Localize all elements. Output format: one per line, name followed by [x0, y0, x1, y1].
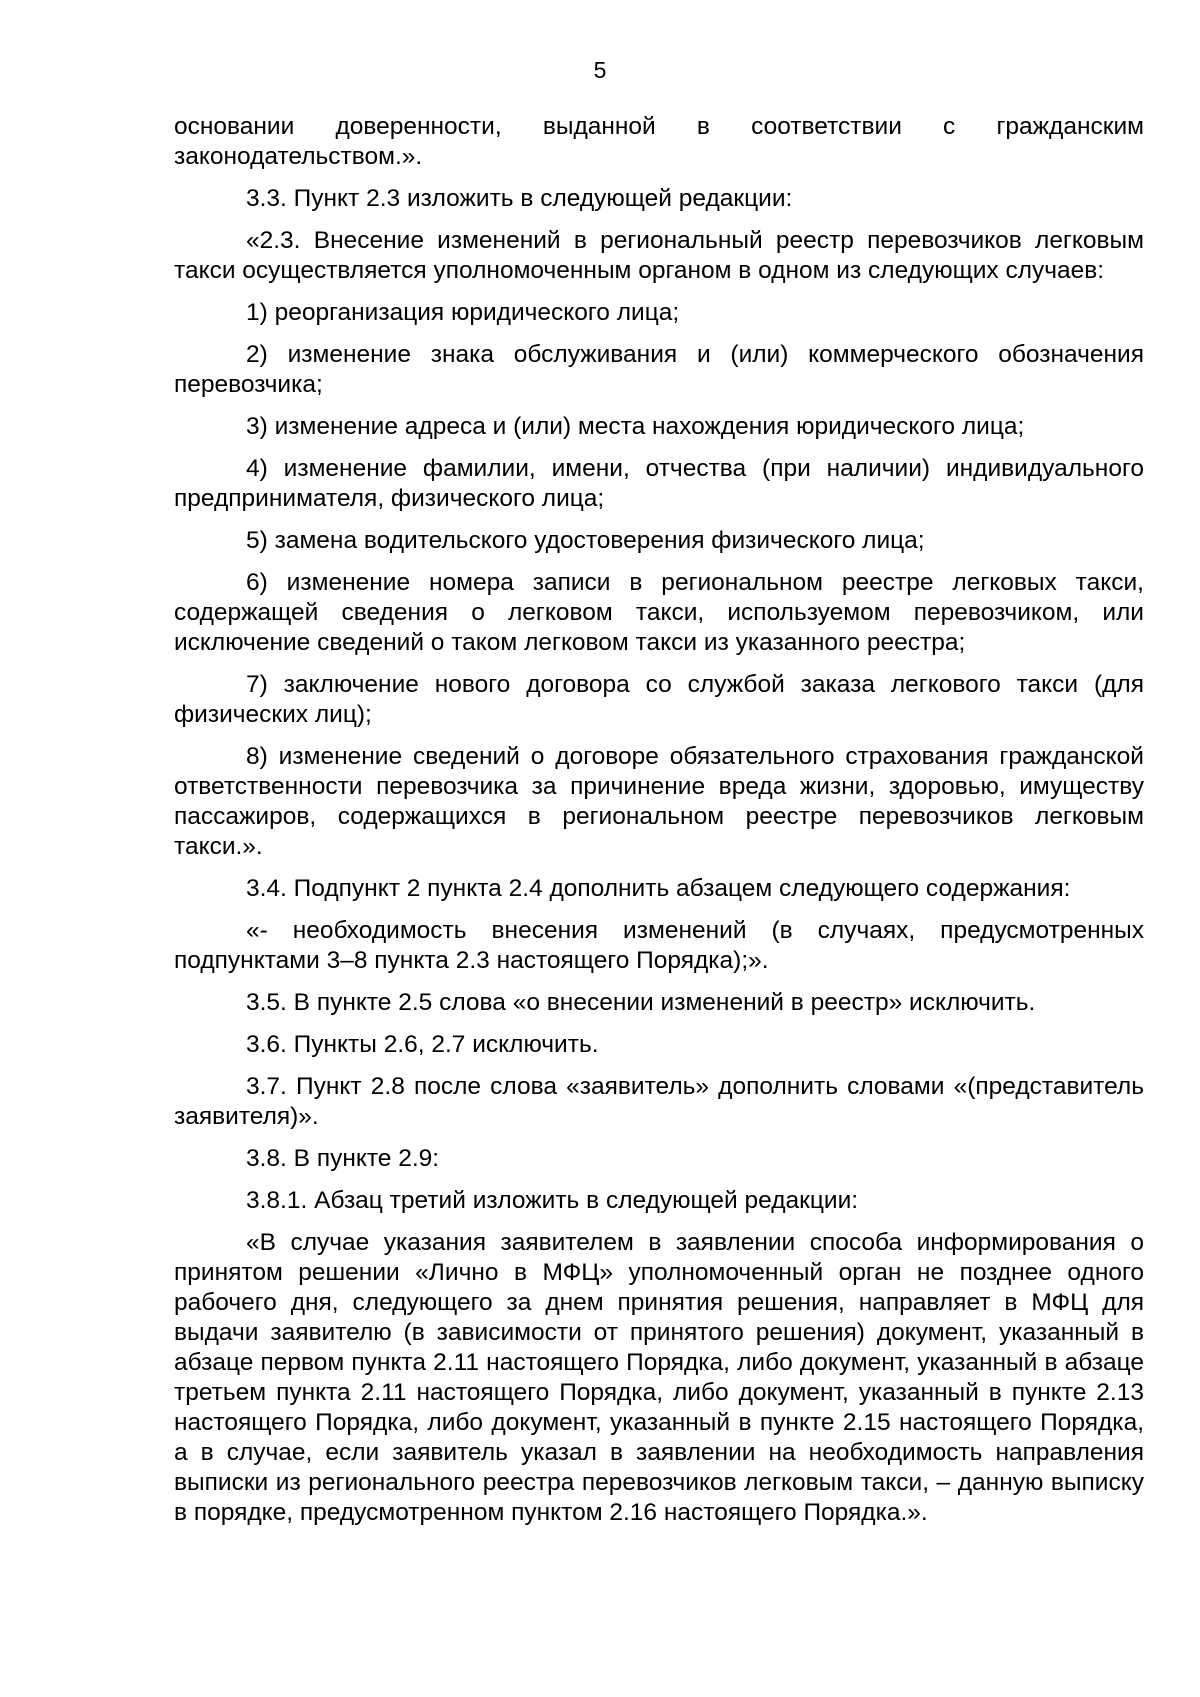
paragraph-3-8-1: 3.8.1. Абзац третий изложить в следующей редакции: [246, 1187, 859, 1214]
list-item-8: 8) изменение сведений о договоре обязательного страхования гражданской ответственности перевозчика за причинение вреда жизни, здоровью, имуществу пассажиров, содержащихся в региональном реестре перевозчиков легковым такси.». [174, 743, 1144, 860]
paragraph-3-8: 3.8. В пункте 2.9: [246, 1145, 440, 1172]
page-number: 5 [593, 57, 607, 83]
paragraph-3-6: 3.6. Пункты 2.6, 2.7 исключить. [246, 1031, 599, 1058]
paragraph-3-4-quote: «- необходимость внесения изменений (в случаях, предусмотренных подпунктами 3–8 пункта 2.3 настоящего Порядка);». [174, 917, 1144, 974]
paragraph-3-5: 3.5. В пункте 2.5 слова «о внесении изменений в реестр» исключить. [246, 989, 1036, 1016]
paragraph-2-3-quote: «2.3. Внесение изменений в региональный реестр перевозчиков легковым такси осуществляется уполномоченным органом в одном из следующих случаев: [174, 227, 1144, 284]
list-item-5: 5) замена водительского удостоверения физического лица; [246, 527, 925, 554]
paragraph-3-3: 3.3. Пункт 2.3 изложить в следующей редакции: [246, 185, 793, 212]
paragraph-3-4: 3.4. Подпункт 2 пункта 2.4 дополнить абзацем следующего содержания: [246, 875, 1071, 902]
paragraph-3-8-1-quote: «В случае указания заявителем в заявлении способа информирования о принятом решении «Лично в МФЦ» уполномоченный орган не позднее одного рабочего дня, следующего за днем принятия решения, направляет в МФЦ для выдачи заявителю (в зависимости от принятого решения) документ, указанный в абзаце первом пункта 2.11 настоящего Порядка, либо документ, указанный в абзаце третьем пункта 2.11 настоящего Порядка, либо документ, указанный в пункте 2.13 настоящего Порядка, либо документ, указанный в пункте 2.15 настоящего Порядка, а в случае, если заявитель указал в заявлении на необходимость направления выписки из регионального реестра перевозчиков легковым такси, – данную выписку в порядке, предусмотренном пунктом 2.16 настоящего Порядка.». [174, 1229, 1144, 1526]
document-body [174, 112, 1144, 1540]
list-item-2: 2) изменение знака обслуживания и (или) коммерческого обозначения перевозчика; [174, 341, 1144, 398]
list-item-6: 6) изменение номера записи в региональном реестре легковых такси, содержащей сведения о легковом такси, используемом перевозчиком, или исключение сведений о таком легковом такси из указанного реестра; [174, 569, 1144, 656]
list-item-7: 7) заключение нового договора со службой заказа легкового такси (для физических лиц); [174, 671, 1144, 728]
paragraph-3-7: 3.7. Пункт 2.8 после слова «заявитель» дополнить словами «(представитель заявителя)». [174, 1073, 1144, 1130]
paragraph-continuation: основании доверенности, выданной в соответствии с гражданским законодательством.». [174, 113, 1144, 170]
list-item-4: 4) изменение фамилии, имени, отчества (при наличии) индивидуального предпринимателя, физического лица; [174, 455, 1144, 512]
list-item-1: 1) реорганизация юридического лица; [246, 299, 680, 326]
list-item-3: 3) изменение адреса и (или) места нахождения юридического лица; [246, 413, 1025, 440]
